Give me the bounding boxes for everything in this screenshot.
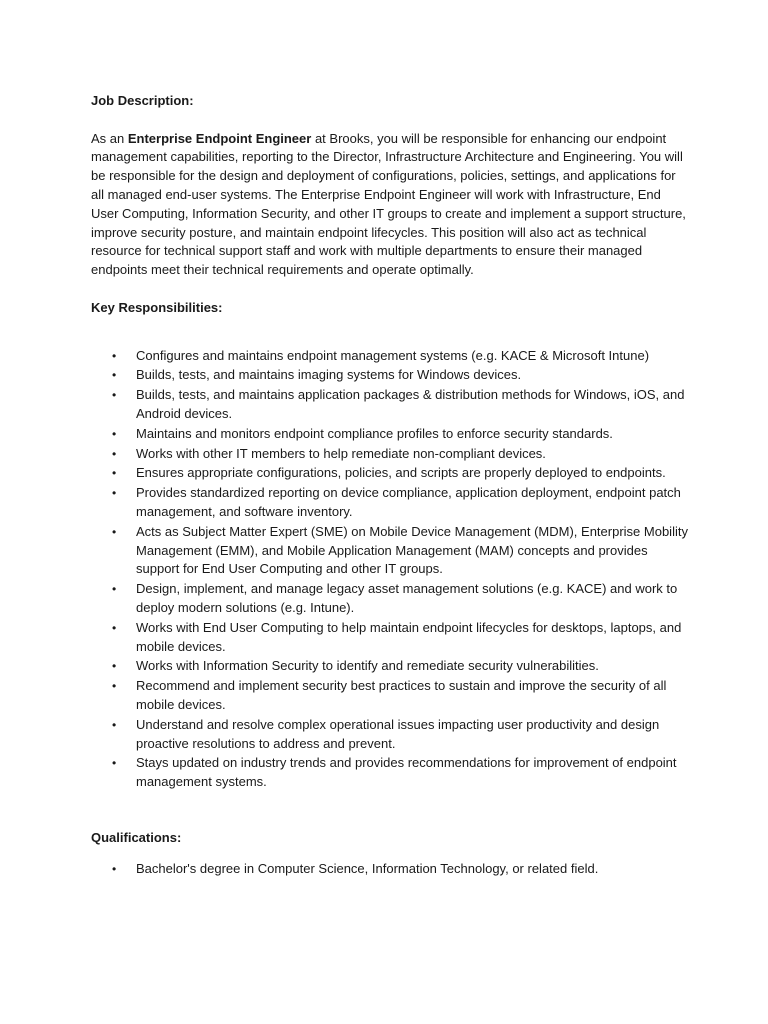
list-item-text: Acts as Subject Matter Expert (SME) on Mobile Device Management (MDM), Enterprise Mobility Management (EMM), and Mobile Application Management (MAM) concepts and provides support for End User Computing and other IT groups. [136, 523, 688, 577]
list-item-text: Works with End User Computing to help maintain endpoint lifecycles for desktops, laptops, and mobile devices. [136, 619, 682, 654]
qualifications-heading: Qualifications: [91, 829, 182, 845]
bullet-icon: • [112, 348, 117, 363]
list-item [91, 619, 691, 657]
list-item-text: Understand and resolve complex operational issues impacting user productivity and design proactive resolutions to address and prevent. [136, 716, 660, 751]
responsibilities-heading: Key Responsibilities: [91, 299, 223, 315]
list-item-text: Works with other IT members to help remediate non-compliant devices. [136, 445, 546, 461]
bullet-icon: • [112, 620, 117, 635]
list-item [91, 366, 691, 385]
list-item [91, 716, 691, 754]
list-item-text: Builds, tests, and maintains imaging systems for Windows devices. [136, 367, 522, 383]
list-item [91, 580, 691, 618]
bullet-icon: • [112, 388, 117, 403]
qualifications-list [91, 860, 691, 879]
list-item [91, 754, 691, 792]
list-item [91, 347, 691, 366]
list-item-text: Stays updated on industry trends and provides recommendations for improvement of endpoint management systems. [136, 755, 677, 790]
bullet-icon: • [112, 466, 117, 481]
bullet-icon: • [112, 756, 117, 771]
list-item [91, 860, 691, 879]
list-item [91, 657, 691, 676]
intro-rest: at Brooks, you will be responsible for enhancing our endpoint management capabilities, reporting to the Director, Infrastructure Architecture and Engineering. You will be responsible for the design and deployment of configurations, policies, settings, and applications for all managed end-user systems. The Enterprise Endpoint Engineer will work with Infrastructure, End User Computing, Information Security, and other IT groups to create and implement a support structure, improve security posture, and maintain endpoint lifecycles. This position will also act as technical resource for technical support staff and work with multiple departments to ensure their managed endpoints meet their technical requirements and operate optimally. [91, 130, 686, 278]
bullet-icon: • [112, 717, 117, 732]
bullet-icon: • [112, 486, 117, 501]
list-item-text: Configures and maintains endpoint management systems (e.g. KACE & Microsoft Intune) [136, 347, 650, 363]
intro-prefix: As an [91, 130, 128, 146]
bullet-icon: • [112, 368, 117, 383]
bullet-icon: • [112, 426, 117, 441]
responsibilities-list [91, 347, 691, 792]
list-item-text: Bachelor's degree in Computer Science, Information Technology, or related field. [136, 860, 599, 876]
list-item [91, 425, 691, 444]
bullet-icon: • [112, 659, 117, 674]
list-item-text: Provides standardized reporting on device compliance, application deployment, endpoint patch management, and software inventory. [136, 485, 681, 519]
list-item [91, 445, 691, 464]
list-item-text: Recommend and implement security best practices to sustain and improve the security of all mobile devices. [136, 678, 667, 712]
bullet-icon: • [112, 524, 117, 539]
list-item [91, 484, 691, 522]
list-item-text: Builds, tests, and maintains application packages & distribution methods for Windows, iOS, and Android devices. [136, 387, 685, 421]
job-description-paragraph [91, 130, 691, 280]
list-item [91, 677, 691, 715]
list-item [91, 523, 691, 579]
list-item [91, 464, 691, 483]
list-item [91, 386, 691, 424]
job-title-bold: Enterprise Endpoint Engineer [127, 130, 312, 146]
list-item-text: Design, implement, and manage legacy asset management solutions (e.g. KACE) and work to deploy modern solutions (e.g. Intune). [136, 581, 678, 615]
bullet-icon: • [112, 582, 117, 597]
job-description-heading: Job Description: [91, 93, 194, 108]
list-item-text: Ensures appropriate configurations, policies, and scripts are properly deployed to endpoints. [136, 465, 666, 481]
list-item-text: Works with Information Security to identify and remediate security vulnerabilities. [136, 658, 599, 674]
bullet-icon: • [112, 446, 117, 461]
document-page [91, 92, 691, 879]
list-item-text: Maintains and monitors endpoint compliance profiles to enforce security standards. [136, 425, 613, 441]
bullet-icon: • [112, 679, 117, 694]
bullet-icon: • [112, 861, 117, 876]
